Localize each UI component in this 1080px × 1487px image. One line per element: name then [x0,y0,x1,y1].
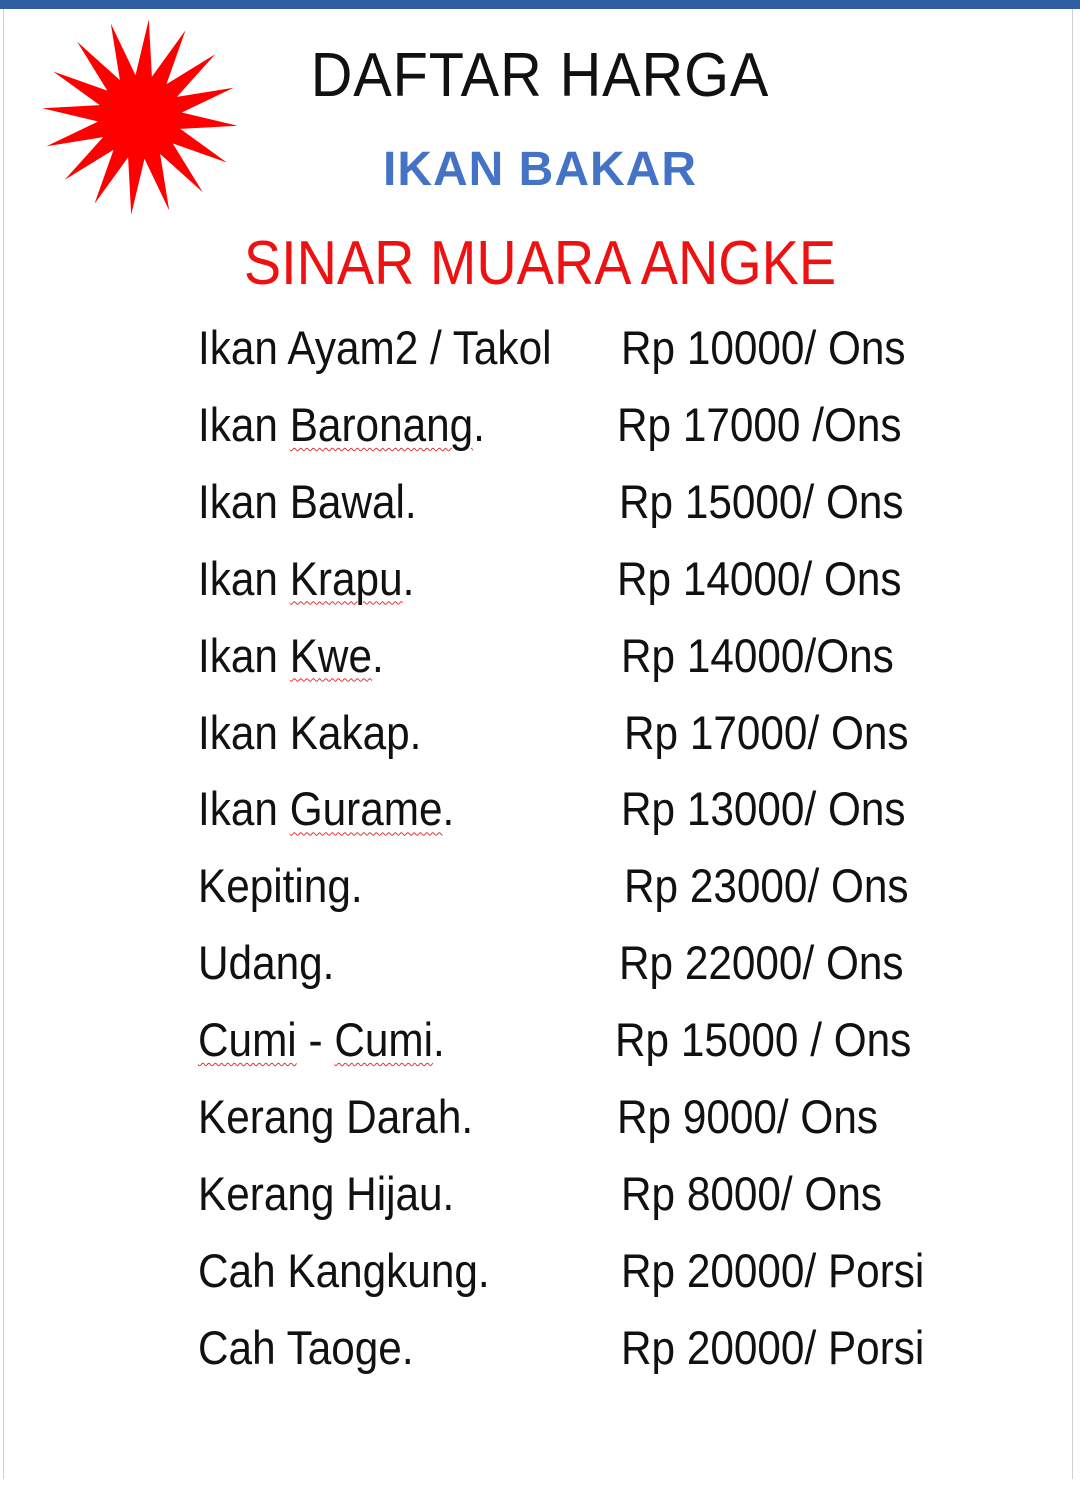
item-name-text: . [402,551,415,605]
item-name-text: - [296,1013,335,1067]
item-name-text: Ikan [198,397,290,451]
item-price: Rp 17000/ Ons [624,705,909,759]
item-price: Rp 22000/ Ons [619,936,904,990]
price-list-item [0,320,1080,380]
item-name-text: Kerang Hijau. [198,1166,455,1220]
item-price: Rp 15000 / Ons [615,1013,912,1067]
item-name-text: Cah Kangkung. [198,1243,490,1297]
item-name-text: Ikan Ayam2 / Takol [198,321,552,374]
item-name [198,705,421,760]
item-price: Rp 14000/ Ons [617,551,902,605]
price-list-item [0,705,1080,765]
item-price: Rp 23000/ Ons [624,859,909,913]
item-name [198,935,334,990]
price-list-item [0,1089,1080,1149]
price-list-item [0,1243,1080,1303]
item-name [198,858,363,913]
item-name-text: Cah Taoge. [198,1320,414,1374]
item-name [198,1089,473,1144]
spellcheck-flagged-word: Kwe [289,628,373,682]
price-list-item [0,935,1080,995]
price-list-item [0,551,1080,611]
item-name-text: Kerang Darah. [198,1090,474,1143]
page-subtitle: IKAN BAKAR [383,143,697,196]
item-name [198,1320,414,1375]
price-list-item [0,1012,1080,1072]
item-name [198,320,552,375]
item-name [198,397,485,452]
price-list-item [0,781,1080,841]
item-price: Rp 20000/ Porsi [621,1243,925,1297]
item-name [198,1243,490,1298]
price-list-item [0,397,1080,457]
item-name-text: Ikan Kakap. [198,705,422,759]
item-price: Rp 9000/ Ons [617,1090,879,1143]
item-name [198,474,417,529]
spellcheck-flagged-word: Krapu [289,551,403,605]
price-list-item [0,628,1080,688]
item-price: Rp 13000/ Ons [621,782,906,836]
item-name [198,781,454,836]
item-name-text: . [442,782,455,836]
item-price: Rp 15000/ Ons [619,474,904,528]
item-name [198,1166,454,1221]
price-list-item [0,1166,1080,1226]
item-price: Rp 20000/ Porsi [621,1320,925,1374]
item-name-text: Udang. [198,936,335,990]
item-name-text: . [433,1013,445,1067]
item-price: Rp 8000/ Ons [621,1166,883,1220]
item-name [198,551,414,606]
spellcheck-flagged-word: Baronang [289,397,474,451]
item-name-text: Kepiting. [198,859,363,913]
price-list-item [0,1320,1080,1380]
page-title: DAFTAR HARGA [310,41,770,110]
price-list-item [0,474,1080,534]
spellcheck-flagged-word: Cumi [334,1013,434,1067]
item-name [198,1012,445,1067]
item-name-text: Ikan [198,551,290,605]
item-name-text: Ikan Bawal. [198,474,417,528]
spellcheck-flagged-word: Cumi [198,1013,297,1067]
item-price: Rp 10000/ Ons [621,321,906,374]
item-name-text: Ikan [198,782,290,836]
item-name-text: . [473,397,485,451]
business-name: SINAR MUARA ANGKE [243,229,837,298]
item-name-text: Ikan [198,628,290,682]
document-top-bar [0,0,1080,9]
item-name-text: . [372,628,384,682]
item-price: Rp 17000 /Ons [617,397,902,451]
spellcheck-flagged-word: Gurame [289,782,443,836]
price-list-item [0,858,1080,918]
item-name [198,628,384,683]
item-price: Rp 14000/Ons [621,628,894,682]
